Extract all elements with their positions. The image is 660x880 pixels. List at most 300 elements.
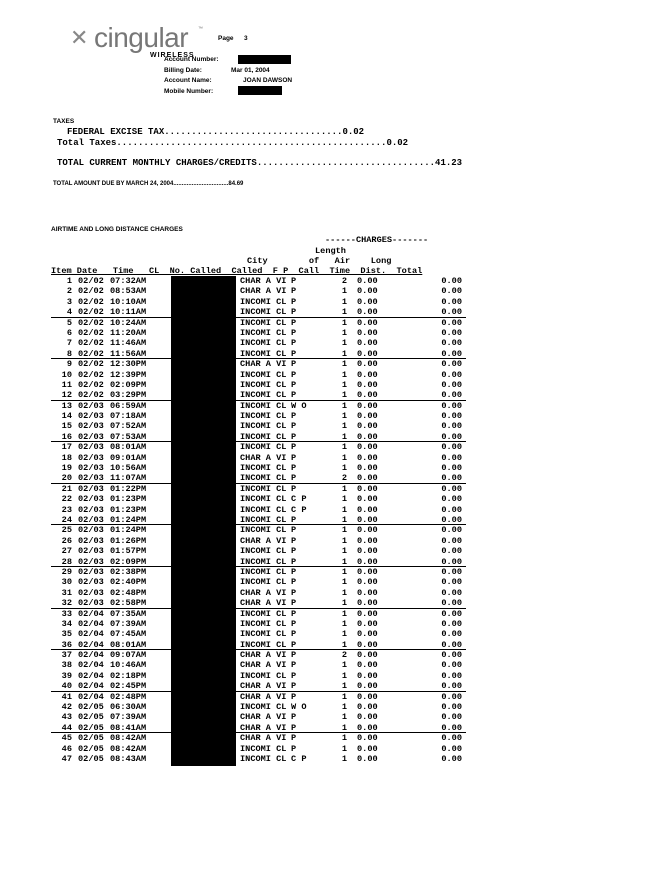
row-total: 0.00	[441, 483, 462, 494]
row-length: 1	[341, 411, 347, 422]
row-air-time: 0.00	[357, 369, 378, 380]
row-length: 1	[341, 722, 347, 733]
row-total: 0.00	[441, 650, 462, 661]
row-fp-flags: P	[291, 338, 297, 349]
row-time: 10:46AM	[110, 660, 147, 671]
row-total: 0.00	[441, 598, 462, 609]
row-item: 30	[61, 577, 72, 588]
row-total: 0.00	[441, 276, 462, 286]
row-fp-flags: P	[291, 535, 297, 546]
row-air-time: 0.00	[357, 452, 378, 463]
table-row	[51, 681, 466, 691]
row-date: 02/03	[78, 463, 104, 474]
row-item: 7	[66, 338, 72, 349]
row-fp-flags: P	[291, 743, 297, 754]
row-total: 0.00	[441, 452, 462, 463]
row-air-time: 0.00	[357, 307, 378, 318]
table-row	[51, 505, 466, 515]
row-city-called: INCOMI CL	[240, 338, 287, 349]
row-time: 09:07AM	[110, 650, 147, 661]
row-time: 07:52AM	[110, 421, 147, 432]
row-air-time: 0.00	[357, 587, 378, 598]
row-time: 01:23PM	[110, 494, 147, 505]
row-fp-flags: W O	[291, 702, 307, 713]
row-total: 0.00	[441, 463, 462, 474]
row-city-called: INCOMI CL	[240, 525, 287, 536]
row-air-time: 0.00	[357, 743, 378, 754]
row-item: 20	[61, 473, 72, 484]
row-time: 07:35AM	[110, 608, 147, 619]
row-time: 02:40PM	[110, 577, 147, 588]
row-city-called: INCOMI CL	[240, 566, 287, 577]
row-total: 0.00	[441, 670, 462, 681]
charges-banner: ------CHARGES-------	[325, 235, 429, 245]
row-air-time: 0.00	[357, 400, 378, 411]
table-row	[51, 671, 466, 681]
row-air-time: 0.00	[357, 276, 378, 286]
row-total: 0.00	[441, 327, 462, 338]
row-fp-flags: P	[291, 556, 297, 567]
row-item: 8	[66, 348, 72, 359]
row-city-called: INCOMI CL	[240, 629, 287, 640]
row-date: 02/03	[78, 421, 104, 432]
table-row	[51, 515, 466, 525]
row-date: 02/04	[78, 650, 104, 661]
row-item: 35	[61, 629, 72, 640]
row-city-called: INCOMI CL	[240, 379, 287, 390]
row-total: 0.00	[441, 431, 462, 442]
row-city-called: CHAR A VI	[240, 660, 287, 671]
row-length: 1	[341, 463, 347, 474]
row-date: 02/04	[78, 691, 104, 702]
row-air-time: 0.00	[357, 670, 378, 681]
row-item: 45	[61, 733, 72, 744]
row-time: 11:56AM	[110, 348, 147, 359]
row-date: 02/03	[78, 598, 104, 609]
row-fp-flags: P	[291, 431, 297, 442]
row-city-called: CHAR A VI	[240, 598, 287, 609]
table-row	[51, 453, 466, 463]
table-row	[51, 536, 466, 546]
row-item: 3	[66, 296, 72, 307]
row-air-time: 0.00	[357, 327, 378, 338]
row-length: 1	[341, 681, 347, 692]
row-total: 0.00	[441, 369, 462, 380]
row-air-time: 0.00	[357, 722, 378, 733]
row-item: 21	[61, 483, 72, 494]
row-date: 02/05	[78, 702, 104, 713]
table-row	[51, 557, 466, 567]
row-city-called: INCOMI CL	[240, 577, 287, 588]
row-length: 1	[341, 338, 347, 349]
row-city-called: INCOMI CL	[240, 327, 287, 338]
column-header-line-1: Length	[315, 246, 346, 256]
row-item: 5	[66, 317, 72, 328]
row-time: 01:24PM	[110, 525, 147, 536]
row-air-time: 0.00	[357, 629, 378, 640]
row-date: 02/03	[78, 494, 104, 505]
table-row	[51, 598, 466, 608]
total-current-charges-line: TOTAL CURRENT MONTHLY CHARGES/CREDITS.................................41.23	[57, 158, 463, 168]
row-fp-flags: P	[291, 691, 297, 702]
row-air-time: 0.00	[357, 681, 378, 692]
row-city-called: CHAR A VI	[240, 733, 287, 744]
row-fp-flags: W O	[291, 400, 307, 411]
row-fp-flags: C P	[291, 494, 307, 505]
row-length: 1	[341, 400, 347, 411]
row-city-called: INCOMI CL	[240, 639, 287, 650]
row-city-called: CHAR A VI	[240, 359, 287, 370]
row-total: 0.00	[441, 411, 462, 422]
row-city-called: INCOMI CL	[240, 556, 287, 567]
row-total: 0.00	[441, 712, 462, 723]
row-length: 1	[341, 535, 347, 546]
row-air-time: 0.00	[357, 712, 378, 723]
row-date: 02/04	[78, 608, 104, 619]
row-city-called: INCOMI CL	[240, 618, 287, 629]
row-air-time: 0.00	[357, 348, 378, 359]
row-date: 02/04	[78, 660, 104, 671]
row-length: 1	[341, 743, 347, 754]
row-air-time: 0.00	[357, 483, 378, 494]
row-date: 02/05	[78, 722, 104, 733]
table-row	[51, 380, 466, 390]
row-length: 1	[341, 639, 347, 650]
row-time: 11:20AM	[110, 327, 147, 338]
total-taxes-line: Total Taxes..................................................0.02	[57, 138, 409, 148]
row-fp-flags: P	[291, 577, 297, 588]
row-fp-flags: P	[291, 276, 297, 286]
row-air-time: 0.00	[357, 431, 378, 442]
call-detail-table	[51, 276, 466, 764]
row-date: 02/02	[78, 307, 104, 318]
row-city-called: INCOMI CL	[240, 390, 287, 401]
row-date: 02/02	[78, 317, 104, 328]
row-time: 11:07AM	[110, 473, 147, 484]
row-air-time: 0.00	[357, 421, 378, 432]
row-item: 25	[61, 525, 72, 536]
row-time: 12:30PM	[110, 359, 147, 370]
row-city-called: INCOMI CL	[240, 442, 287, 453]
row-fp-flags: P	[291, 359, 297, 370]
row-fp-flags: C P	[291, 504, 307, 515]
row-item: 19	[61, 463, 72, 474]
row-fp-flags: P	[291, 608, 297, 619]
row-length: 1	[341, 421, 347, 432]
row-city-called: INCOMI CL	[240, 348, 287, 359]
row-time: 11:46AM	[110, 338, 147, 349]
row-date: 02/03	[78, 535, 104, 546]
row-date: 02/03	[78, 556, 104, 567]
table-row	[51, 609, 466, 619]
billing-date-label: Billing Date:	[164, 67, 202, 74]
table-row	[51, 359, 466, 369]
row-air-time: 0.00	[357, 546, 378, 557]
row-air-time: 0.00	[357, 618, 378, 629]
table-row	[51, 744, 466, 754]
row-air-time: 0.00	[357, 577, 378, 588]
row-total: 0.00	[441, 660, 462, 671]
row-air-time: 0.00	[357, 639, 378, 650]
row-time: 10:11AM	[110, 307, 147, 318]
table-row	[51, 660, 466, 670]
row-time: 01:22PM	[110, 483, 147, 494]
row-fp-flags: C P	[291, 753, 307, 764]
row-total: 0.00	[441, 535, 462, 546]
row-item: 11	[61, 379, 72, 390]
row-date: 02/02	[78, 286, 104, 297]
table-row	[51, 390, 466, 400]
row-length: 1	[341, 546, 347, 557]
row-length: 1	[341, 598, 347, 609]
row-item: 38	[61, 660, 72, 671]
total-amount-due-line: TOTAL AMOUNT DUE BY MARCH 24, 2004.................................84.69	[53, 181, 244, 187]
table-row	[51, 567, 466, 577]
row-fp-flags: P	[291, 327, 297, 338]
table-row	[51, 588, 466, 598]
row-length: 1	[341, 431, 347, 442]
table-row	[51, 546, 466, 556]
row-city-called: CHAR A VI	[240, 650, 287, 661]
row-item: 18	[61, 452, 72, 463]
table-row	[51, 484, 466, 494]
airtime-heading: AIRTIME AND LONG DISTANCE CHARGES	[51, 226, 183, 233]
row-fp-flags: P	[291, 442, 297, 453]
row-length: 1	[341, 379, 347, 390]
row-date: 02/03	[78, 473, 104, 484]
row-date: 02/03	[78, 577, 104, 588]
row-city-called: CHAR A VI	[240, 535, 287, 546]
row-air-time: 0.00	[357, 702, 378, 713]
row-total: 0.00	[441, 379, 462, 390]
row-length: 1	[341, 296, 347, 307]
row-length: 1	[341, 733, 347, 744]
row-length: 1	[341, 618, 347, 629]
row-item: 36	[61, 639, 72, 650]
row-city-called: CHAR A VI	[240, 452, 287, 463]
row-time: 02:48PM	[110, 587, 147, 598]
row-air-time: 0.00	[357, 494, 378, 505]
row-city-called: INCOMI CL	[240, 473, 287, 484]
row-city-called: INCOMI CL	[240, 369, 287, 380]
row-item: 31	[61, 587, 72, 598]
row-city-called: INCOMI CL	[240, 743, 287, 754]
column-header-line-3: Item Date Time CL No. Called Called F P Call Time Dist. Total	[51, 266, 423, 276]
account-name-value: JOAN DAWSON	[243, 77, 293, 84]
row-fp-flags: P	[291, 660, 297, 671]
row-city-called: INCOMI CL	[240, 483, 287, 494]
row-length: 1	[341, 660, 347, 671]
row-time: 08:42AM	[110, 743, 147, 754]
row-item: 28	[61, 556, 72, 567]
row-date: 02/03	[78, 411, 104, 422]
row-item: 16	[61, 431, 72, 442]
row-total: 0.00	[441, 639, 462, 650]
row-item: 4	[66, 307, 72, 318]
row-length: 1	[341, 483, 347, 494]
row-item: 44	[61, 722, 72, 733]
row-time: 08:01AM	[110, 442, 147, 453]
row-city-called: INCOMI CL	[240, 546, 287, 557]
row-fp-flags: P	[291, 525, 297, 536]
row-fp-flags: P	[291, 452, 297, 463]
table-row	[51, 401, 466, 411]
row-time: 02:45PM	[110, 681, 147, 692]
row-total: 0.00	[441, 566, 462, 577]
row-date: 02/02	[78, 338, 104, 349]
row-total: 0.00	[441, 702, 462, 713]
row-air-time: 0.00	[357, 514, 378, 525]
row-air-time: 0.00	[357, 390, 378, 401]
row-length: 1	[341, 525, 347, 536]
row-fp-flags: P	[291, 286, 297, 297]
row-length: 1	[341, 369, 347, 380]
row-time: 02:58PM	[110, 598, 147, 609]
row-air-time: 0.00	[357, 296, 378, 307]
row-total: 0.00	[441, 494, 462, 505]
row-air-time: 0.00	[357, 753, 378, 764]
row-length: 1	[341, 608, 347, 619]
row-fp-flags: P	[291, 307, 297, 318]
row-date: 02/04	[78, 629, 104, 640]
row-city-called: INCOMI CL	[240, 504, 287, 515]
row-fp-flags: P	[291, 473, 297, 484]
row-item: 13	[61, 400, 72, 411]
table-row	[51, 276, 466, 286]
federal-excise-tax-line: FEDERAL EXCISE TAX.................................0.02	[67, 127, 365, 137]
row-item: 33	[61, 608, 72, 619]
row-air-time: 0.00	[357, 411, 378, 422]
column-header-line-2: City of Air Long	[247, 256, 392, 266]
table-row	[51, 318, 466, 328]
row-air-time: 0.00	[357, 598, 378, 609]
row-air-time: 0.00	[357, 525, 378, 536]
row-fp-flags: P	[291, 733, 297, 744]
row-total: 0.00	[441, 681, 462, 692]
row-fp-flags: P	[291, 463, 297, 474]
table-row	[51, 650, 466, 660]
row-item: 42	[61, 702, 72, 713]
row-length: 1	[341, 442, 347, 453]
row-length: 1	[341, 494, 347, 505]
row-air-time: 0.00	[357, 317, 378, 328]
row-date: 02/04	[78, 639, 104, 650]
row-length: 2	[341, 473, 347, 484]
row-total: 0.00	[441, 296, 462, 307]
row-time: 09:01AM	[110, 452, 147, 463]
row-item: 32	[61, 598, 72, 609]
row-length: 1	[341, 629, 347, 640]
row-time: 01:57PM	[110, 546, 147, 557]
row-air-time: 0.00	[357, 733, 378, 744]
row-time: 08:41AM	[110, 722, 147, 733]
row-total: 0.00	[441, 691, 462, 702]
row-total: 0.00	[441, 348, 462, 359]
row-fp-flags: P	[291, 650, 297, 661]
row-time: 07:53AM	[110, 431, 147, 442]
row-length: 1	[341, 452, 347, 463]
row-time: 10:24AM	[110, 317, 147, 328]
row-total: 0.00	[441, 546, 462, 557]
row-fp-flags: P	[291, 317, 297, 328]
row-air-time: 0.00	[357, 556, 378, 567]
row-city-called: INCOMI CL	[240, 463, 287, 474]
row-item: 26	[61, 535, 72, 546]
row-date: 02/03	[78, 525, 104, 536]
row-item: 15	[61, 421, 72, 432]
row-city-called: INCOMI CL	[240, 317, 287, 328]
row-time: 08:43AM	[110, 753, 147, 764]
row-air-time: 0.00	[357, 504, 378, 515]
row-length: 1	[341, 556, 347, 567]
row-total: 0.00	[441, 587, 462, 598]
table-row	[51, 307, 466, 317]
table-row	[51, 463, 466, 473]
row-fp-flags: P	[291, 369, 297, 380]
row-date: 02/02	[78, 359, 104, 370]
logo-trademark: ™	[198, 26, 203, 32]
table-row	[51, 733, 466, 743]
row-air-time: 0.00	[357, 608, 378, 619]
row-air-time: 0.00	[357, 286, 378, 297]
row-date: 02/02	[78, 379, 104, 390]
logo-subtext: WIRELESS	[150, 52, 195, 59]
row-date: 02/03	[78, 566, 104, 577]
row-city-called: INCOMI CL	[240, 514, 287, 525]
row-total: 0.00	[441, 338, 462, 349]
row-item: 24	[61, 514, 72, 525]
row-date: 02/02	[78, 296, 104, 307]
row-item: 2	[66, 286, 72, 297]
row-date: 02/03	[78, 431, 104, 442]
row-city-called: INCOMI CL	[240, 431, 287, 442]
row-total: 0.00	[441, 733, 462, 744]
row-air-time: 0.00	[357, 473, 378, 484]
table-row	[51, 629, 466, 639]
row-item: 6	[66, 327, 72, 338]
row-date: 02/03	[78, 442, 104, 453]
row-item: 1	[66, 276, 72, 286]
taxes-heading: TAXES	[53, 118, 75, 125]
row-total: 0.00	[441, 359, 462, 370]
row-time: 03:29PM	[110, 390, 147, 401]
row-time: 12:39PM	[110, 369, 147, 380]
row-date: 02/03	[78, 546, 104, 557]
row-item: 47	[61, 753, 72, 764]
row-length: 1	[341, 702, 347, 713]
row-date: 02/05	[78, 712, 104, 723]
row-fp-flags: P	[291, 681, 297, 692]
page-number: 3	[244, 35, 248, 42]
row-total: 0.00	[441, 504, 462, 515]
row-total: 0.00	[441, 556, 462, 567]
table-row	[51, 328, 466, 338]
row-time: 08:53AM	[110, 286, 147, 297]
row-time: 07:18AM	[110, 411, 147, 422]
row-fp-flags: P	[291, 379, 297, 390]
row-time: 07:45AM	[110, 629, 147, 640]
row-length: 2	[341, 276, 347, 286]
row-time: 01:26PM	[110, 535, 147, 546]
row-date: 02/03	[78, 452, 104, 463]
row-city-called: INCOMI CL	[240, 670, 287, 681]
table-row	[51, 338, 466, 348]
row-air-time: 0.00	[357, 338, 378, 349]
account-number-redaction	[238, 55, 291, 64]
row-date: 02/04	[78, 618, 104, 629]
row-date: 02/02	[78, 390, 104, 401]
row-total: 0.00	[441, 286, 462, 297]
